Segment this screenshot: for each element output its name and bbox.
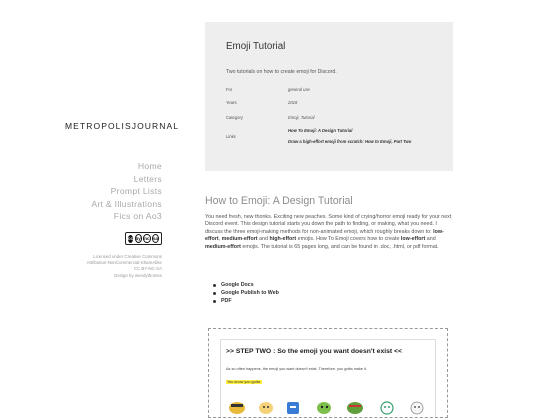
link-pdf[interactable]: PDF [213, 297, 279, 305]
nc-icon: nc [144, 236, 150, 241]
sidebar-nav [91, 160, 162, 223]
category-label: Category [226, 115, 243, 120]
para-text: , [218, 236, 222, 243]
article-heading: How to Emoji: A Design Tutorial [205, 195, 353, 207]
nav-letters[interactable]: Letters [133, 173, 162, 184]
emoji-sample-cat [259, 402, 273, 414]
category-value: Emoji, Tutorial [288, 115, 315, 120]
emoji-sample-green [317, 402, 331, 414]
years-label: Years [226, 100, 237, 105]
high-effort-term: high-effort [269, 236, 297, 243]
para-text: You need fresh, new thonks. Exciting new peaches. Some kind of crying/horror emoji ready for your next Discord event. This design tutorial starts you down the path to finding, or making, what you need. I discuss the three emoji-making methods for non-animated emoji, which roughly breaks down to: [205, 214, 452, 235]
low-effort-term: low-effort [205, 228, 444, 243]
for-value: general use [288, 87, 310, 92]
emoji-sample-frog [229, 402, 245, 414]
nav-home[interactable]: Home [137, 161, 162, 171]
preview-note: As so often happens, the emoji you want doesn't exist. Therefore, you gotta make it. [226, 367, 368, 371]
license-line[interactable]: Design by wendythomes [114, 272, 162, 278]
card-title: Emoji Tutorial [226, 41, 286, 52]
preview-highlight: You know you gotta. [227, 380, 262, 384]
for-label: For [226, 87, 233, 92]
license-text [87, 254, 162, 279]
by-icon: by [135, 236, 141, 241]
emoji-sample-blue [287, 402, 299, 414]
para-text: emojis. How To Emoji covers how to create [296, 236, 401, 243]
low-effort-term: low-effort [400, 236, 426, 243]
links-label: Links [226, 134, 236, 139]
para-text: emojis. The tutorial is 65 pages long, and can be found in .doc, .html, or pdf format. [240, 243, 439, 250]
emoji-samples [221, 340, 439, 420]
link-google-docs[interactable]: Google Docs [213, 281, 279, 289]
format-links [213, 281, 279, 306]
para-text: and [425, 236, 436, 243]
link-design-tutorial[interactable]: How To Emoji: A Design Tutorial [288, 128, 353, 133]
emoji-sample-outline [411, 402, 423, 414]
link-google-publish[interactable]: Google Publish to Web [213, 289, 279, 297]
nav-prompt-lists[interactable]: Prompt Lists [110, 186, 162, 196]
medium-effort-term: medium-effort [221, 236, 258, 243]
emoji-sample-pepe [347, 402, 363, 414]
medium-effort-term: medium-effort [205, 243, 241, 250]
sa-icon: sa [153, 236, 159, 241]
site-title[interactable]: METROPOLISJOURNAL [65, 121, 180, 131]
preview-page [220, 339, 436, 417]
article-paragraph [205, 214, 455, 251]
cc-icon: cc [128, 236, 134, 241]
emoji-sample-sketch [381, 402, 393, 414]
license-line: Attribution-NonCommercial-ShareAlike [86, 260, 162, 266]
years-value: 2018 [288, 100, 298, 105]
nav-art-illustrations[interactable]: Art & Illustrations [91, 198, 162, 209]
link-part-two[interactable]: Draw a high-effort emoji from scratch: How to Emoji, Part Two [288, 139, 412, 144]
cc-license-badge[interactable] [125, 232, 162, 245]
nav-fics-on-ao3[interactable]: Fics on Ao3 [113, 211, 162, 221]
license-line: CC BY-NC-SA [133, 266, 162, 272]
license-line[interactable]: Licensed under Creative Commons [93, 254, 162, 259]
sidebar [0, 0, 180, 405]
para-text: and [257, 236, 270, 243]
card-description: Two tutorials on how to create emoji for Discord. [226, 69, 337, 75]
project-info-card [205, 22, 453, 171]
preview-step-heading: >> STEP TWO : So the emoji you want doesn't exist << [226, 348, 402, 355]
